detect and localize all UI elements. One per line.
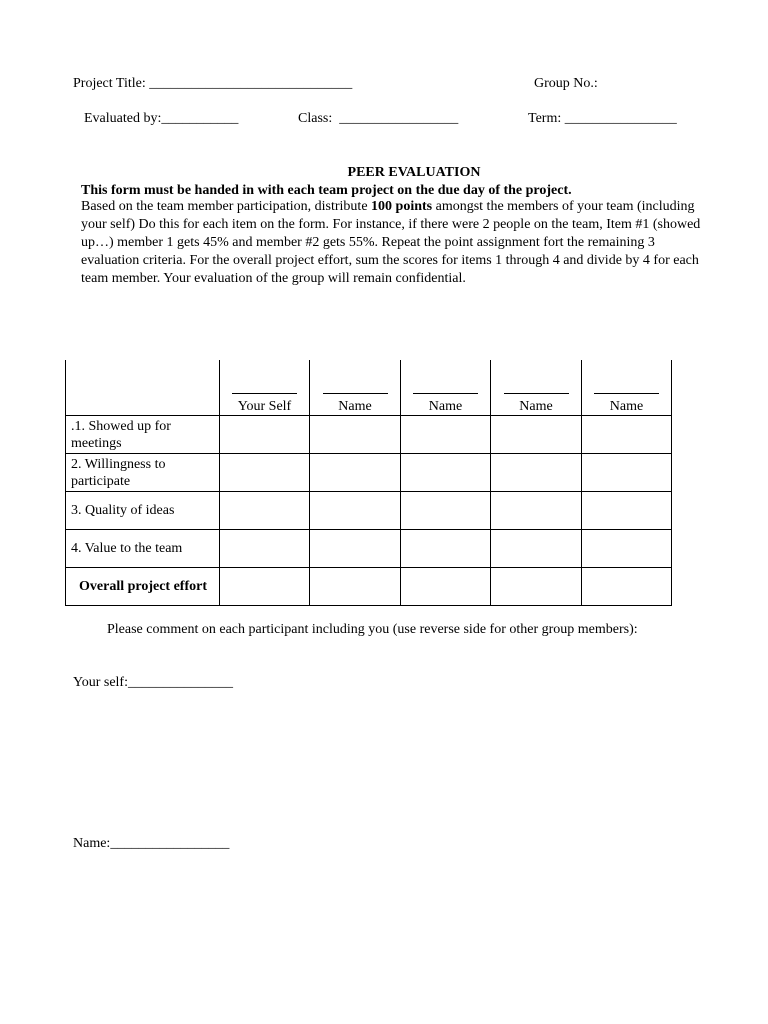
project-title-field[interactable]: Project Title: _____________________________ bbox=[73, 76, 353, 91]
score-cell[interactable] bbox=[310, 416, 401, 454]
score-cell[interactable] bbox=[582, 454, 672, 492]
evaluation-table bbox=[65, 360, 672, 606]
evaluated-by-field[interactable]: Evaluated by:___________ bbox=[84, 111, 239, 126]
instructions-text-2: amongst the members of your team (including your self) Do this for each item on the form. For instance, if there were 2 people on the team, Item #1 (showed up…) member 1 gets 45% and member #2 gets 55%. Repeat the point assignment fort the remaining 3 evaluation criteria. For the overall project effort, sum the scores for items 1 through 4 and divide by 4 for each team member. Your evaluation of the group will remain confidential. bbox=[81, 199, 701, 286]
table-row bbox=[66, 454, 672, 492]
score-cell[interactable] bbox=[582, 416, 672, 454]
score-cell[interactable] bbox=[401, 530, 491, 568]
score-cell[interactable] bbox=[582, 492, 672, 530]
instructions-paragraph bbox=[81, 198, 701, 288]
name-blank[interactable] bbox=[232, 393, 297, 394]
score-cell[interactable] bbox=[491, 454, 582, 492]
score-cell[interactable] bbox=[582, 568, 672, 606]
column-header bbox=[310, 360, 401, 416]
column-header bbox=[220, 360, 310, 416]
table-header-row bbox=[66, 360, 672, 416]
column-label: Your Self bbox=[237, 399, 292, 414]
column-label: Name bbox=[428, 399, 463, 414]
table-row bbox=[66, 416, 672, 454]
instructions-text-1: Based on the team member participation, distribute bbox=[81, 199, 372, 214]
criteria-label: .1. Showed up for meetings bbox=[66, 416, 220, 454]
header-empty-cell bbox=[66, 360, 220, 416]
score-cell[interactable] bbox=[310, 530, 401, 568]
column-label: Name bbox=[609, 399, 644, 414]
term-field[interactable]: Term: ________________ bbox=[528, 111, 677, 126]
criteria-label: 4. Value to the team bbox=[66, 530, 220, 568]
score-cell[interactable] bbox=[220, 416, 310, 454]
score-cell[interactable] bbox=[401, 492, 491, 530]
name-blank[interactable] bbox=[594, 393, 659, 394]
score-cell[interactable] bbox=[220, 492, 310, 530]
name-blank[interactable] bbox=[413, 393, 478, 394]
name-comment-field[interactable]: Name:_________________ bbox=[73, 836, 230, 851]
score-cell[interactable] bbox=[401, 454, 491, 492]
score-cell[interactable] bbox=[491, 416, 582, 454]
score-cell[interactable] bbox=[401, 416, 491, 454]
instructions-points: 100 points bbox=[371, 199, 433, 214]
column-label: Name bbox=[519, 399, 553, 414]
comment-prompt: Please comment on each participant including you (use reverse side for other group members): bbox=[107, 622, 638, 637]
score-cell[interactable] bbox=[220, 454, 310, 492]
score-cell[interactable] bbox=[491, 492, 582, 530]
form-title: PEER EVALUATION bbox=[347, 165, 481, 180]
form-subtitle: This form must be handed in with each team project on the due day of the project. bbox=[81, 183, 572, 198]
column-header bbox=[582, 360, 672, 416]
score-cell[interactable] bbox=[491, 568, 582, 606]
your-self-comment-field[interactable]: Your self:_______________ bbox=[73, 675, 233, 690]
group-no-field[interactable]: Group No.: bbox=[534, 76, 598, 91]
column-header bbox=[491, 360, 582, 416]
score-cell[interactable] bbox=[310, 454, 401, 492]
score-cell[interactable] bbox=[220, 568, 310, 606]
class-field[interactable]: Class: _________________ bbox=[298, 111, 459, 126]
score-cell[interactable] bbox=[582, 530, 672, 568]
score-cell[interactable] bbox=[310, 492, 401, 530]
score-cell[interactable] bbox=[220, 530, 310, 568]
table-row bbox=[66, 530, 672, 568]
column-header bbox=[401, 360, 491, 416]
table-row bbox=[66, 492, 672, 530]
score-cell[interactable] bbox=[491, 530, 582, 568]
table-row bbox=[66, 568, 672, 606]
score-cell[interactable] bbox=[401, 568, 491, 606]
score-cell[interactable] bbox=[310, 568, 401, 606]
criteria-label-overall: Overall project effort bbox=[66, 568, 220, 606]
criteria-label: 2. Willingness to participate bbox=[66, 454, 220, 492]
column-label: Name bbox=[338, 399, 372, 414]
name-blank[interactable] bbox=[323, 393, 388, 394]
criteria-label: 3. Quality of ideas bbox=[66, 492, 220, 530]
name-blank[interactable] bbox=[504, 393, 569, 394]
